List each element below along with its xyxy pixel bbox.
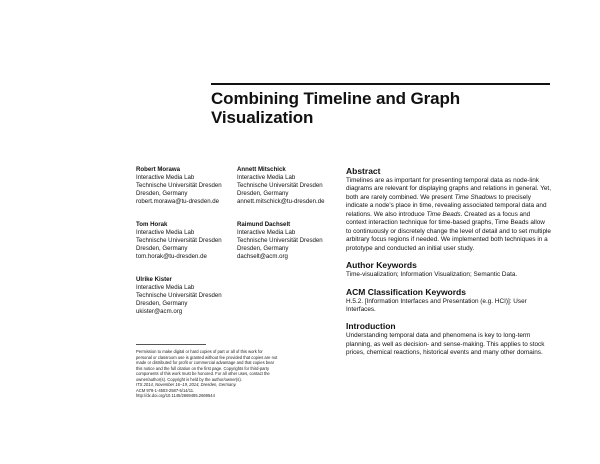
author-affiliation: Interactive Media Lab — [136, 283, 195, 291]
copyright-line: made or distributed for profit or commercial advantage and that copies bear — [136, 360, 275, 365]
author-email: dachselt@acm.org — [237, 252, 288, 260]
author-name: Robert Morawa — [136, 166, 181, 173]
author-block-1 — [136, 166, 222, 206]
abstract-text-3: . Created as a focus and context interaction technique for time-based graphs, Time Beads allow to continuously or discretely change the level of detail and to set multiple arbitrary focus regions if needed. We implemented both techniques in a prototype and conducted an initial user study. — [346, 210, 551, 252]
keywords-body: Time-visualization; Information Visualization; Semantic Data. — [346, 271, 518, 279]
author-email: annett.mitschick@tu-dresden.de — [237, 197, 325, 205]
author-block-2 — [237, 166, 324, 206]
introduction-body: Understanding temporal data and phenomena is key to long-term planning, as well as decision- and sense-making. This applies to stock prices, chemical reactions, historical events and many other domains. — [346, 332, 545, 357]
author-affiliation: Interactive Media Lab — [136, 173, 195, 181]
abstract-body — [346, 177, 551, 253]
author-block-4 — [237, 221, 323, 261]
author-email: robert.morawa@tu-dresden.de — [136, 197, 220, 205]
author-name: Annett Mitschick — [237, 166, 286, 173]
author-block-3 — [136, 221, 222, 261]
abstract-text-2: to precisely indicate a node's place in time, revealing associated temporal data and relations. We also introduce — [346, 193, 547, 218]
paper-title-line-1: Combining Timeline and Graph — [211, 89, 461, 108]
author-block-5 — [136, 276, 222, 316]
abstract-heading: Abstract — [346, 166, 381, 176]
copyright-notice — [136, 349, 326, 399]
author-university: Technische Universität Dresden — [136, 181, 222, 189]
abstract-text-1: Timelines are as important for presenting temporal data as node-link diagrams are relevant for displaying graphs and relations in general. Yet, both are rarely combined. We present — [346, 177, 551, 201]
author-affiliation: Interactive Media Lab — [136, 228, 195, 236]
copyright-rule — [136, 344, 206, 345]
introduction-heading: Introduction — [346, 321, 396, 332]
author-name: Tom Horak — [136, 221, 168, 228]
author-affiliation: Interactive Media Lab — [237, 173, 296, 181]
isbn-line: ACM 978-1-4503-2587-5/14/11. — [136, 387, 195, 393]
author-location: Dresden, Germany — [237, 244, 289, 252]
paper-title — [211, 89, 551, 127]
acm-heading: ACM Classification Keywords — [346, 286, 466, 297]
doi-link[interactable]: http://dx.doi.org/10.1145/2669485.2669544 — [136, 393, 215, 398]
keywords-heading: Author Keywords — [346, 260, 417, 271]
paper-title-line-2: Visualization — [211, 108, 314, 127]
author-location: Dresden, Germany — [237, 189, 289, 197]
copyright-line: components of this work must be honored. For all other uses, contact the — [136, 371, 270, 376]
author-name: Ulrike Kister — [136, 276, 172, 283]
author-university: Technische Universität Dresden — [136, 236, 222, 244]
author-email: tom.horak@tu-dresden.de — [136, 252, 207, 260]
author-affiliation: Interactive Media Lab — [237, 228, 296, 236]
copyright-line: Permission to make digital or hard copies of part or all of this work for — [136, 349, 263, 354]
copyright-line: owner/author(s). Copyright is held by the author/owner(s). — [136, 376, 242, 382]
author-university: Technische Universität Dresden — [237, 236, 323, 244]
author-location: Dresden, Germany — [136, 189, 188, 197]
abstract-emphasis-2: Time Beads — [426, 210, 461, 218]
title-rule — [211, 83, 550, 85]
author-email: ukister@acm.org — [136, 307, 183, 315]
right-column — [346, 166, 551, 358]
author-location: Dresden, Germany — [136, 244, 188, 252]
author-university: Technische Universität Dresden — [237, 181, 323, 189]
copyright-line: this notice and the full citation on the first page. Copyrights for third-party — [136, 365, 270, 371]
abstract-emphasis-1: Time Shadows — [454, 193, 497, 201]
copyright-line: personal or classroom use is granted without fee provided that copies are not — [136, 354, 278, 360]
conference-line: ITS 2014, November 16–19, 2014, Dresden, Germany. — [136, 382, 237, 387]
author-university: Technische Universität Dresden — [136, 291, 222, 299]
acm-body: H.5.2. [Information Interfaces and Presentation (e.g. HCI)]: User Interfaces. — [346, 297, 527, 313]
author-name: Raimund Dachselt — [237, 221, 291, 228]
author-location: Dresden, Germany — [136, 299, 188, 307]
